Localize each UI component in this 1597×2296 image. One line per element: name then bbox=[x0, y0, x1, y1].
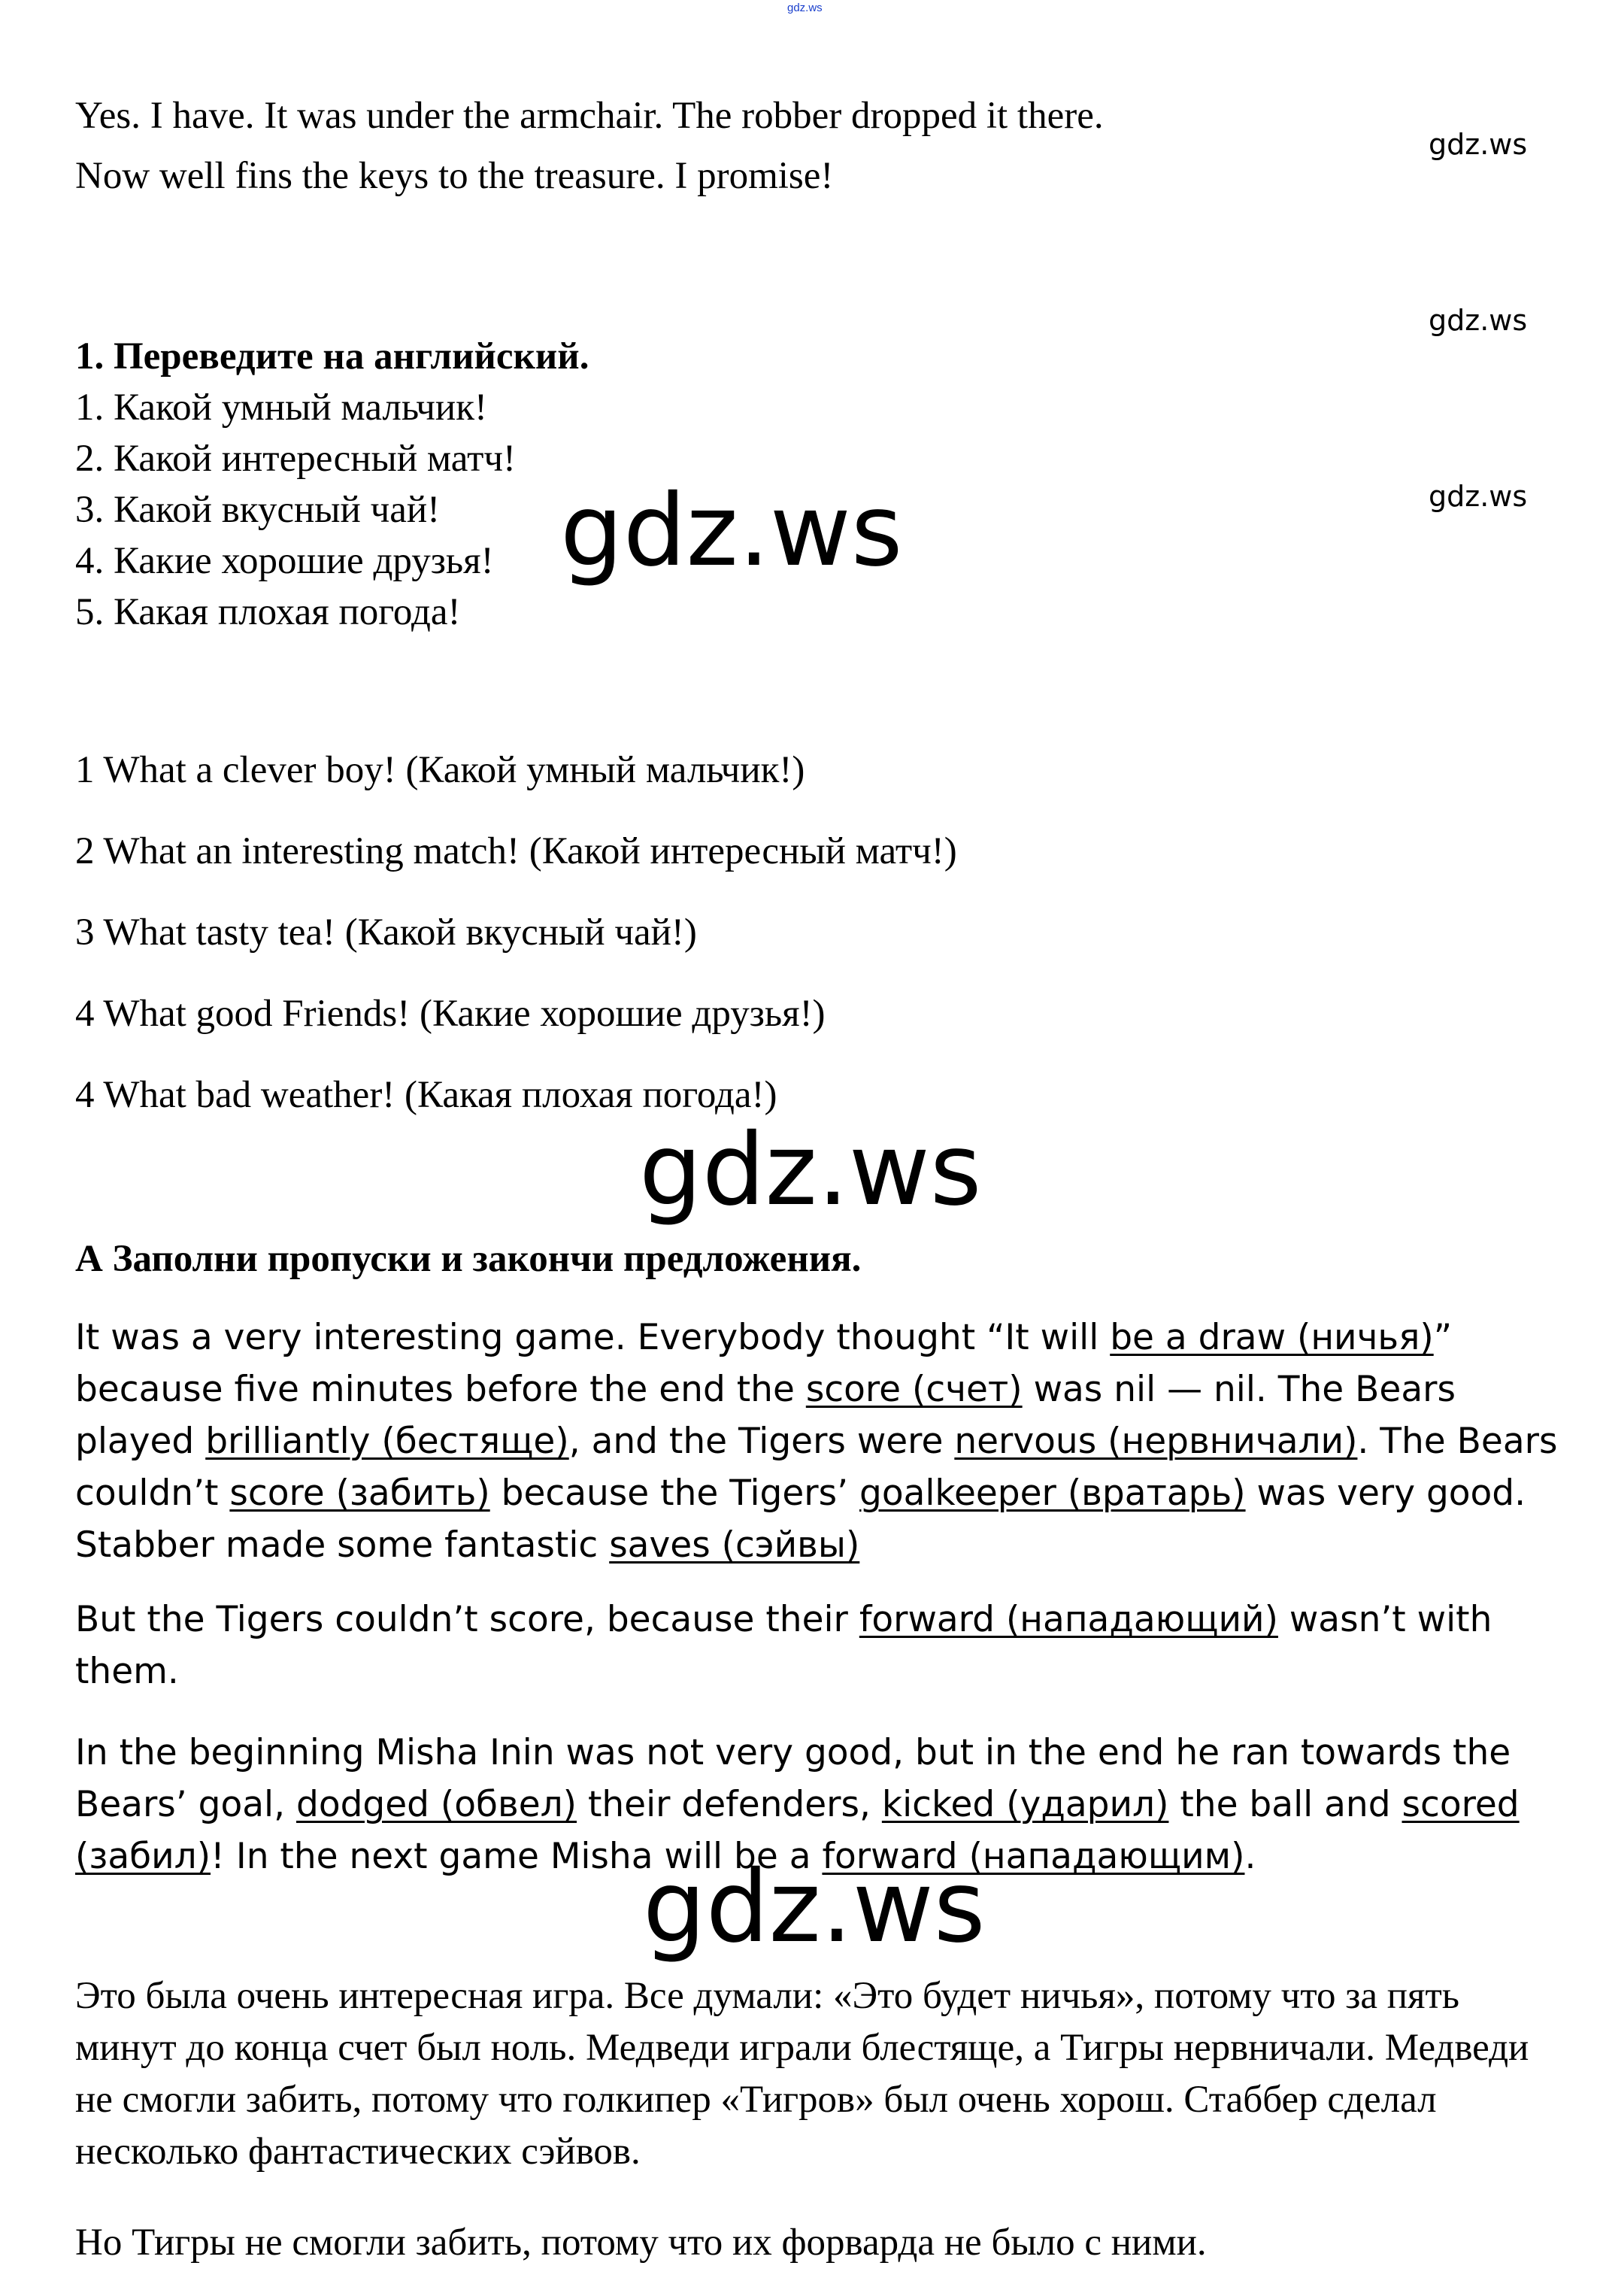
big-watermark: gdz.ws bbox=[560, 473, 903, 589]
big-watermark: gdz.ws bbox=[639, 1112, 982, 1228]
answer-fill: brilliantly (бестяще) bbox=[205, 1421, 569, 1462]
answer-fill: saves (сэйвы) bbox=[609, 1524, 860, 1566]
translation-paragraph-2: Но Тигры не смогли забить, потому что их форварда не было с ними. bbox=[75, 2222, 1207, 2264]
answer-fill: nervous (нервничали) bbox=[954, 1421, 1358, 1462]
taskA-paragraph-3: In the beginning Misha Inin was not very good, but in the end he ran towards the Bears’ goal, dodged (обвел) their defenders, kicked (ударил) the ball and scored (забил)! In the next game Misha will be a forward (нападающим). bbox=[75, 1732, 1520, 1877]
intro-line: Yes. I have. It was under the armchair. The robber dropped it there. bbox=[75, 95, 1104, 137]
big-watermark: gdz.ws bbox=[643, 1849, 986, 1965]
task1-item: 2. Какой интересный матч! bbox=[75, 438, 517, 480]
answer-fill: dodged (обвел) bbox=[295, 1784, 577, 1825]
task1-heading: 1. Переведите на английский. bbox=[75, 335, 589, 378]
side-watermark: gdz.ws bbox=[1429, 480, 1528, 513]
task1-answer: 4 What good Friends! (Какие хорошие друзья!) bbox=[75, 993, 826, 1035]
task1-answer: 2 What an interesting match! (Какой интересный матч!) bbox=[75, 830, 957, 872]
taskA-heading: А Заполни пропуски и закончи предложения. bbox=[75, 1238, 862, 1280]
answer-fill: scored (забил) bbox=[75, 1784, 1520, 1877]
answer-fill: forward (нападающим) bbox=[822, 1836, 1245, 1877]
answer-fill: forward (нападающий) bbox=[859, 1599, 1278, 1640]
answer-fill: goalkeeper (вратарь) bbox=[859, 1473, 1246, 1514]
task1-answer: 3 What tasty tea! (Какой вкусный чай!) bbox=[75, 911, 697, 954]
side-watermark: gdz.ws bbox=[1429, 128, 1528, 161]
answer-fill: kicked (ударил) bbox=[881, 1784, 1169, 1825]
task1-item: 5. Какая плохая погода! bbox=[75, 591, 461, 633]
side-watermark: gdz.ws bbox=[1429, 304, 1528, 337]
intro-line: Now well fins the keys to the treasure. I promise! bbox=[75, 155, 834, 197]
task1-answer: 1 What a clever boy! (Какой умный мальчик!) bbox=[75, 749, 805, 791]
translation-paragraph-1: Это была очень интересная игра. Все думали: «Это будет ничья», потому что за пять минут до конца счет был ноль. Медведи играли блестяще, а Тигры нервничали. Медведи не смогли забить, потому что голкипер «Тигров» был очень хорош. Стаббер сделал несколько фантастических сэйвов. bbox=[75, 1975, 1529, 2173]
task1-item: 4. Какие хорошие друзья! bbox=[75, 540, 494, 582]
taskA-paragraph-1: It was a very interesting game. Everybody thought “It will be a draw (ничья)” because five minutes before the end the score (счет) was nil — nil. The Bears played brilliantly (бестяще), and the Tigers were nervous (нервничали). The Bears couldn’t score (забить) because the Tigers’ goalkeeper (вратарь) was very good. Stabber made some fantastic saves (сэйвы) bbox=[75, 1317, 1558, 1566]
task1-item: 1. Какой умный мальчик! bbox=[75, 387, 487, 429]
answer-fill: score (счет) bbox=[805, 1369, 1023, 1410]
answer-fill: score (забить) bbox=[229, 1473, 490, 1514]
task1-item: 3. Какой вкусный чай! bbox=[75, 489, 441, 531]
task1-answer: 4 What bad weather! (Какая плохая погода!) bbox=[75, 1074, 777, 1116]
answer-fill: be a draw (ничья) bbox=[1110, 1317, 1434, 1358]
top-watermark: gdz.ws bbox=[787, 2, 823, 14]
taskA-paragraph-2: But the Tigers couldn’t score, because their forward (нападающий) wasn’t with them. bbox=[75, 1599, 1492, 1692]
